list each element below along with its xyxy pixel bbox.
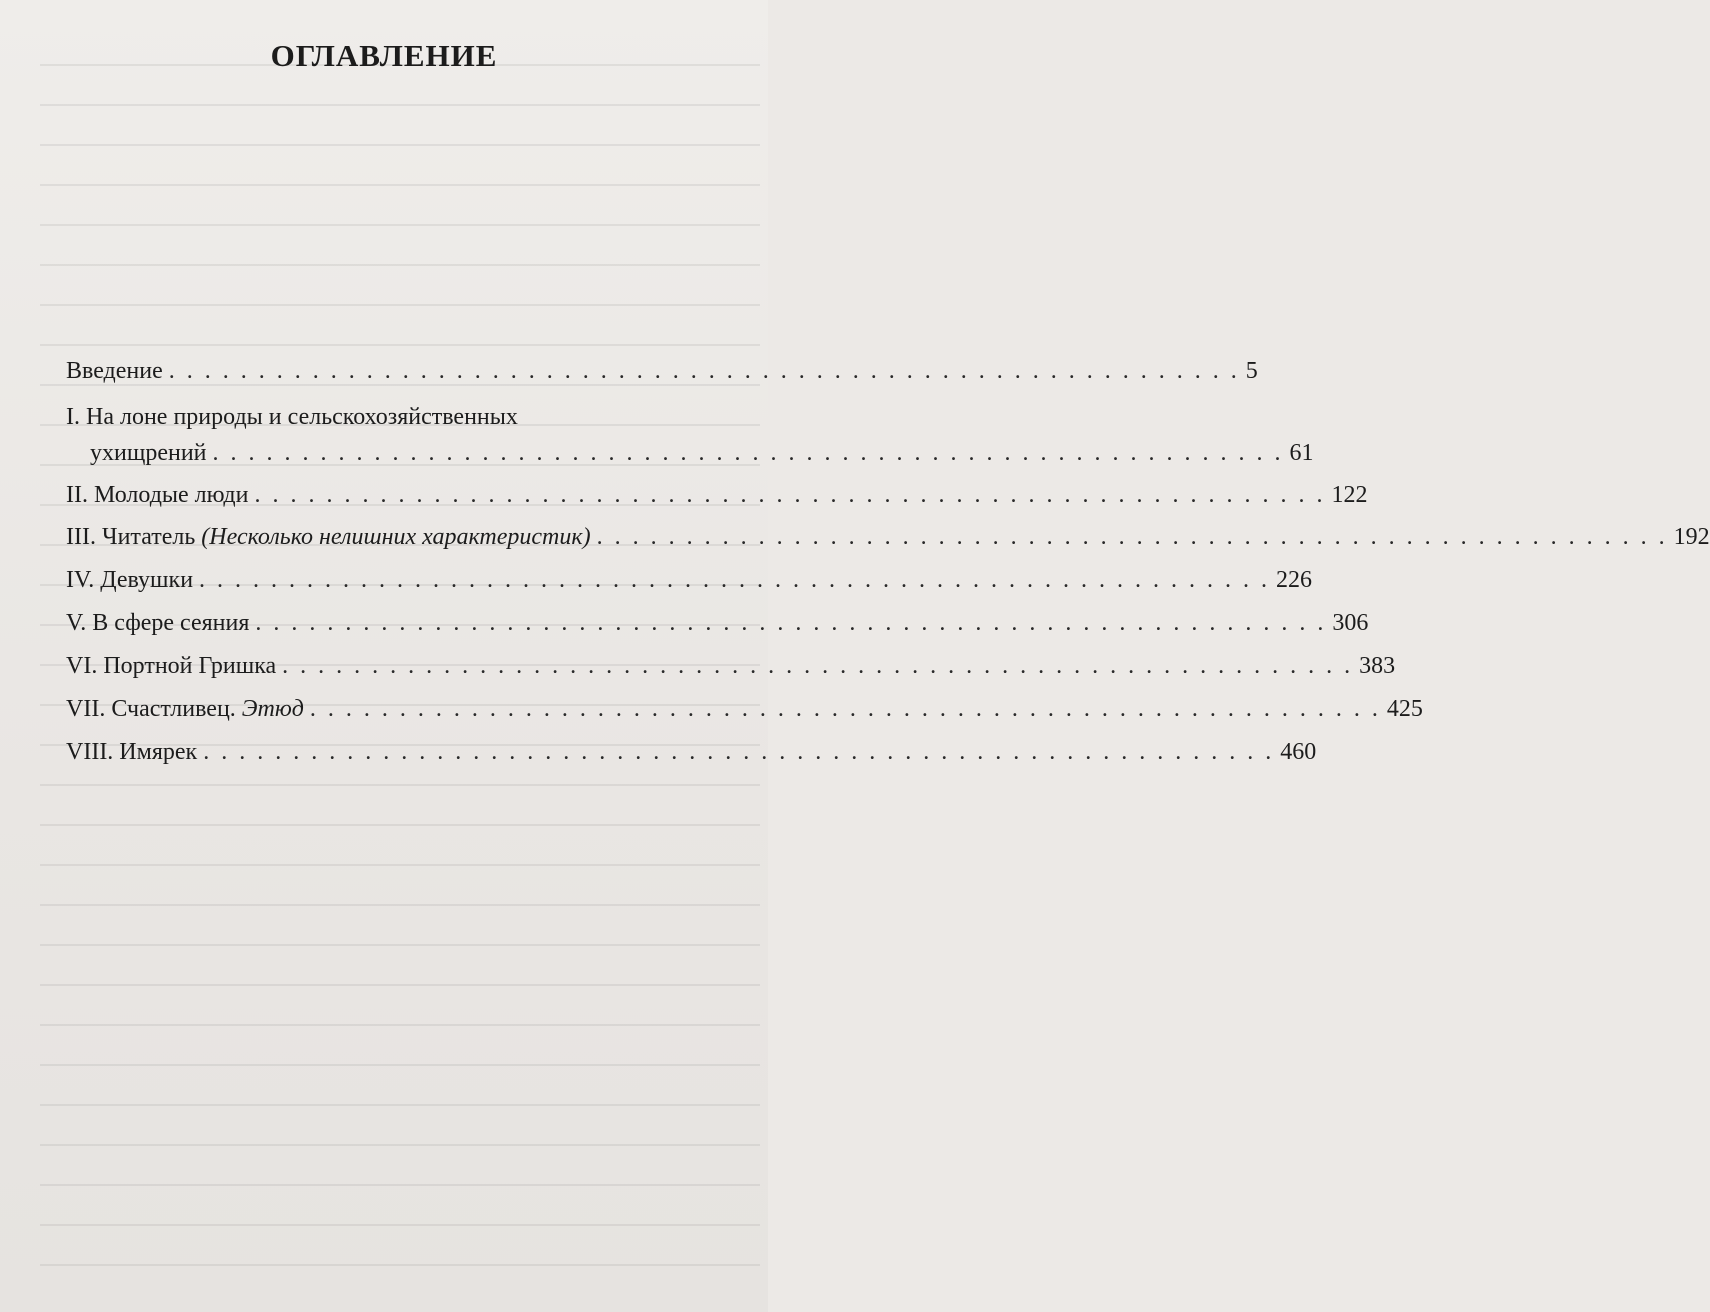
toc-entry-introduction[interactable]	[66, 358, 1258, 392]
leader-dots: . . . . . . . . . . . . . . . . . . . . . . . . . . . . . . . . . . . . . . . . . . . . . . . . . . . . . . . . . . . .	[254, 482, 1326, 508]
toc-entry-chapter-3[interactable]	[66, 524, 1710, 558]
toc-entry-label: VI. Портной Гришка	[66, 653, 277, 679]
toc-entry-label-italic: (Несколько нелишних характеристик)	[201, 524, 591, 550]
toc-page-number: 122	[1331, 482, 1368, 508]
toc-entry-label: I. На лоне природы и сельскохозяйственных	[66, 404, 518, 430]
toc-page-number: 226	[1276, 567, 1313, 593]
toc-entry-chapter-7[interactable]	[66, 696, 1423, 730]
leader-dots: . . . . . . . . . . . . . . . . . . . . . . . . . . . . . . . . . . . . . . . . . . . . . . . . . . . . . . . . . . . .	[203, 739, 1275, 765]
toc-entry-label: IV. Девушки	[66, 567, 194, 593]
toc-page-number: 192	[1673, 524, 1710, 550]
toc-page-number: 5	[1245, 358, 1258, 384]
toc-entry-label-continued: ухищрений	[90, 440, 207, 466]
toc-page-number: 61	[1289, 440, 1314, 466]
toc-entry-label	[66, 524, 591, 551]
toc-page-number: 425	[1386, 696, 1423, 722]
toc-entry-chapter-2[interactable]	[66, 482, 1368, 516]
toc-entry-label: II. Молодые люди	[66, 482, 249, 508]
page-title: ОГЛАВЛЕНИЕ	[270, 38, 498, 73]
leader-dots: . . . . . . . . . . . . . . . . . . . . . . . . . . . . . . . . . . . . . . . . . . . . . . . . . . . . . . . . . . . .	[282, 653, 1354, 679]
leader-dots: . . . . . . . . . . . . . . . . . . . . . . . . . . . . . . . . . . . . . . . . . . . . . . . . . . . . . . . . . . . .	[212, 440, 1284, 466]
toc-entry-chapter-4[interactable]	[66, 567, 1313, 601]
toc-entry-chapter-6[interactable]	[66, 653, 1396, 687]
toc-entry-label	[66, 696, 304, 723]
leader-dots: . . . . . . . . . . . . . . . . . . . . . . . . . . . . . . . . . . . . . . . . . . . . . . . . . . . . . . . . . . . .	[255, 610, 1327, 636]
toc-entry-label: V. В сфере сеяния	[66, 610, 250, 636]
toc-entry-chapter-1[interactable]	[66, 404, 1314, 474]
toc-entry-label: VIII. Имярек	[66, 739, 198, 765]
leader-dots: . . . . . . . . . . . . . . . . . . . . . . . . . . . . . . . . . . . . . . . . . . . . . . . . . . . . . . . . . . . .	[309, 696, 1381, 722]
toc-entry-label-italic: Этюд	[241, 696, 304, 722]
toc-entry-label-plain: III. Читатель	[66, 524, 202, 550]
toc-entry-label: Введение	[66, 358, 163, 384]
toc-page-number: 306	[1332, 610, 1369, 636]
toc-entry-chapter-8[interactable]	[66, 739, 1317, 773]
leader-dots: . . . . . . . . . . . . . . . . . . . . . . . . . . . . . . . . . . . . . . . . . . . . . . . . . . . . . . . . . . . .	[199, 567, 1271, 593]
toc-entry-label-plain: VII. Счастливец.	[66, 696, 242, 722]
leader-dots: . . . . . . . . . . . . . . . . . . . . . . . . . . . . . . . . . . . . . . . . . . . . . . . . . . . . . . . . . . . .	[596, 524, 1668, 550]
leader-dots: . . . . . . . . . . . . . . . . . . . . . . . . . . . . . . . . . . . . . . . . . . . . . . . . . . . . . . . . . . . .	[168, 358, 1240, 384]
toc-page-number: 383	[1359, 653, 1396, 679]
toc-page-number: 460	[1280, 739, 1317, 765]
toc-entry-chapter-5[interactable]	[66, 610, 1369, 644]
